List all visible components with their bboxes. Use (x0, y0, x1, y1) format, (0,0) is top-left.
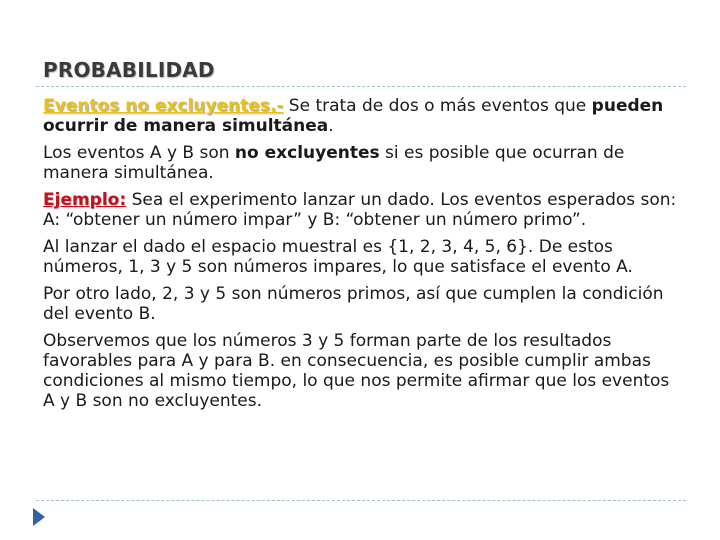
paragraph-condition (43, 143, 683, 183)
paragraph-sample-space (43, 237, 683, 277)
definition-bold: pueden ocurrir de manera simultánea (43, 96, 664, 136)
sample-space-text: Al lanzar el dado el espacio muestral es {1, 2, 3, 4, 5, 6}. De estos números, 1, 3 y 5 son números impares, lo que satisface el evento A. (43, 237, 633, 277)
conclusion-text: Observemos que los números 3 y 5 forman parte de los resultados favorables para A y para B. en consecuencia, es posible cumplir ambas condiciones al mismo tiempo, lo que nos permite afirmar que los eventos A y B son no excluyentes. (43, 331, 670, 411)
example-label: Ejemplo: (43, 190, 127, 210)
play-arrow-icon[interactable] (33, 508, 45, 526)
definition-text: Se trata de dos o más eventos que (283, 96, 592, 116)
example-text: Sea el experimento lanzar un dado. Los eventos esperados son: A: “obtener un número impar” y B: “obtener un número primo”. (43, 190, 677, 230)
condition-text-end: si es posible que ocurran de manera simultánea. (43, 143, 625, 183)
bottom-divider (36, 500, 686, 501)
term-suffix: .- (269, 96, 284, 116)
paragraph-definition (43, 96, 683, 136)
slide-title: PROBABILIDAD (43, 58, 215, 82)
definition-end: . (328, 116, 334, 136)
condition-bold: no excluyentes (234, 143, 380, 163)
paragraph-primes (43, 284, 683, 324)
term-eventos-no-excluyentes: Eventos no excluyentes (43, 96, 270, 116)
top-divider (36, 86, 686, 87)
primes-text: Por otro lado, 2, 3 y 5 son números primos, así que cumplen la condición del evento B. (43, 284, 664, 324)
condition-text-start: Los eventos A y B son (43, 143, 235, 163)
paragraph-conclusion (43, 331, 683, 411)
slide-body (43, 96, 683, 418)
paragraph-example (43, 190, 683, 230)
